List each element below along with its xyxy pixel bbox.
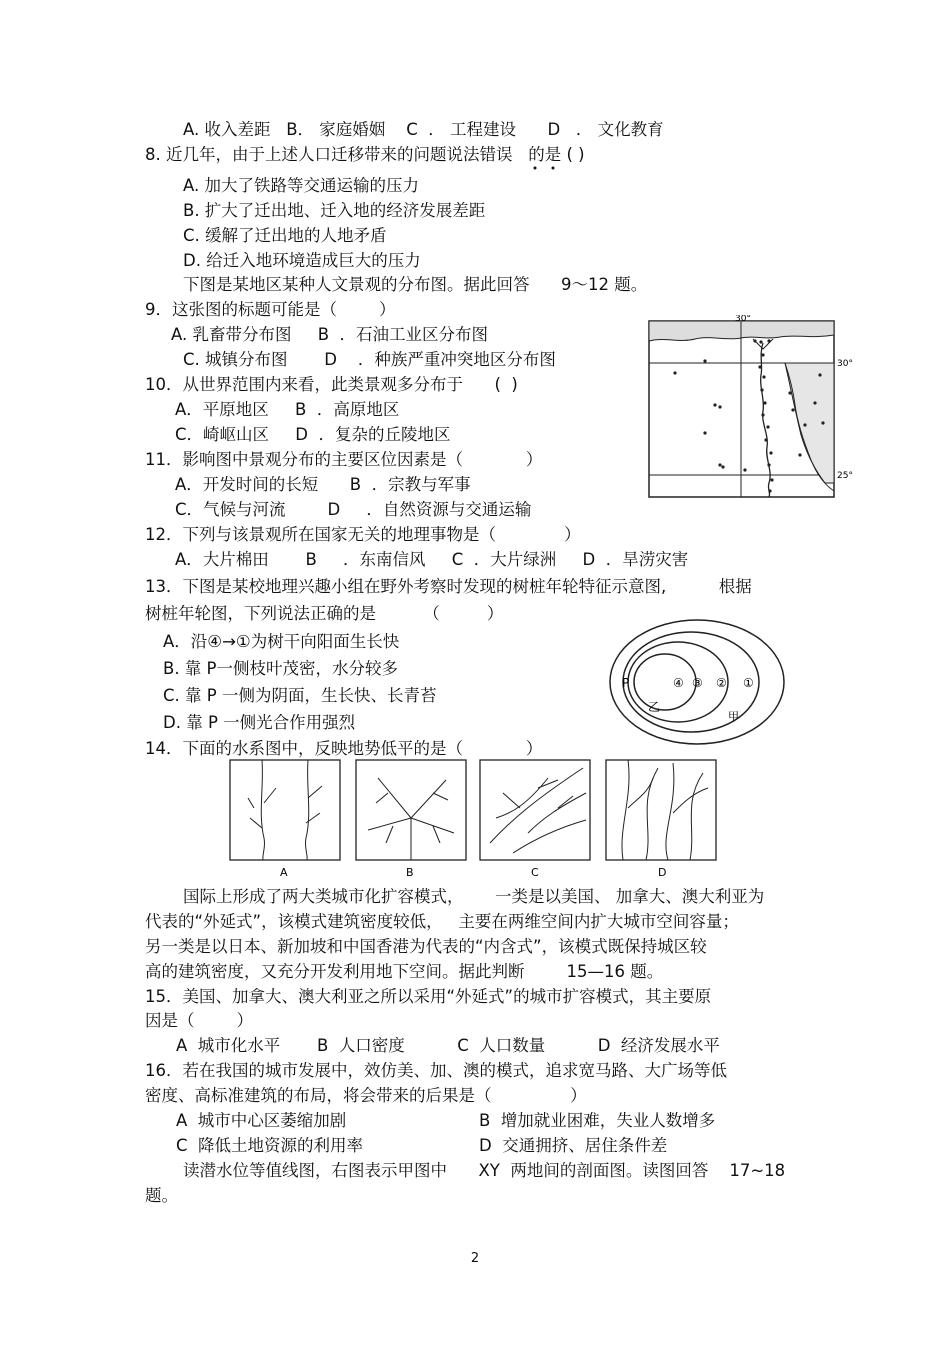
nile-map-figure: [645, 315, 865, 500]
intro-15-16-l2: 代表的“外延式”，该模式建筑密度较低， 主要在两维空间内扩大城市空间容量；: [145, 912, 739, 931]
q12-stem: 12．下列与该景观所在国家无关的地理事物是（ ）: [145, 525, 581, 544]
q7-options: A. 收入差距 B． 家庭婚姻 C ． 工程建设 D ． 文化教育: [183, 120, 664, 139]
p-label: P: [622, 676, 630, 690]
q13-option-c: C. 靠 P 一侧为阴面，生长快、长青苔: [163, 686, 437, 705]
q8-option-a: A. 加大了铁路等交通运输的压力: [183, 176, 419, 195]
river-label-c: C: [531, 866, 539, 879]
q16-option-c: C 降低土地资源的利用率: [176, 1136, 364, 1155]
intro-17-18-l2: 题。: [145, 1186, 178, 1205]
q13-stem-1: 13．下图是某校地理兴趣小组在野外考察时发现的树桩年轮特征示意图, 根据: [145, 577, 752, 596]
q15-stem-1: 15．美国、加拿大、澳大利亚之所以采用“外延式”的城市扩容模式，其主要原: [145, 987, 712, 1006]
q10-stem: 10．从世界范围内来看，此类景观多分布于 ( ): [145, 375, 518, 394]
intro-17-18-l1: 读潜水位等值线图，右图表示甲图中 XY 两地间的剖面图。读图回答 17~18: [183, 1161, 786, 1180]
q9-options-cd: C. 城镇分布图 D ．种族严重冲突地区分布图: [183, 350, 556, 369]
q11-options-cd: C．气候与河流 D ．自然资源与交通运输: [175, 500, 532, 519]
river-panel-a: [230, 760, 340, 860]
q11-options-ab: A．开发时间的长短 B ．宗教与军事: [175, 475, 471, 494]
q13-option-a: A．沿④→①为树干向阳面生长快: [163, 632, 400, 651]
river-panel-b: [356, 760, 466, 860]
intro-15-16-l4: 高的建筑密度，又充分开发利用地下空间。据此判断 15—16 题。: [145, 962, 664, 981]
emphasis-dots: [525, 164, 565, 172]
q16-option-b: B 增加就业困难，失业人数增多: [479, 1111, 716, 1130]
river-label-a: A: [280, 866, 288, 879]
q16-option-d: D 交通拥挤、居住条件差: [479, 1136, 668, 1155]
q10-options-cd: C．崎岖山区 D ．复杂的丘陵地区: [175, 425, 451, 444]
yi-label: 乙: [648, 700, 661, 714]
intro-15-16-l1: 国际上形成了两大类城市化扩容模式， 一类是以美国、 加拿大、澳大利亚为: [183, 887, 765, 906]
q16-stem-1: 16．若在我国的城市发展中，效仿美、加、澳的模式，追求宽马路、大广场等低: [145, 1061, 727, 1080]
lat-label-bottom: 25°: [837, 471, 853, 481]
jia-label: 甲: [728, 710, 739, 723]
ring-label-2: ②: [716, 676, 727, 690]
ring-label-4: ④: [673, 676, 684, 690]
q14-stem: 14．下面的水系图中，反映地势低平的是（ ）: [145, 739, 543, 758]
q11-stem: 11．影响图中景观分布的主要区位因素是（ ）: [145, 450, 543, 469]
lat-label-right: 30°: [837, 359, 853, 369]
tree-ring-figure: [608, 618, 786, 746]
q16-stem-2: 密度、高标准建筑的布局，将会带来的后果是（ ）: [145, 1086, 587, 1105]
q9-options-ab: A. 乳畜带分布图 B ．石油工业区分布图: [171, 325, 489, 344]
river-label-d: D: [658, 866, 667, 879]
q13-option-d: D. 靠 P 一侧光合作用强烈: [163, 713, 356, 732]
q13-option-b: B. 靠 P一侧枝叶茂密，水分较多: [163, 659, 399, 678]
q12-options: A．大片棉田 B ．东南信风 C ．大片绿洲 D ．旱涝灾害: [175, 550, 689, 569]
river-systems-figure: [228, 758, 718, 880]
q16-option-a: A 城市中心区萎缩加剧: [176, 1111, 347, 1130]
ring-label-3: ③: [692, 676, 703, 690]
intro-9-12: 下图是某地区某种人文景观的分布图。据此回答 9～12 题。: [183, 275, 648, 294]
ring-label-1: ①: [743, 676, 754, 690]
q8-option-d: D. 给迁入地环境造成巨大的压力: [183, 251, 421, 270]
q15-options: A 城市化水平 B 人口密度 C 人口数量 D 经济发展水平: [176, 1036, 720, 1055]
q15-stem-2: 因是（ ）: [145, 1011, 253, 1030]
intro-15-16-l3: 另一类是以日本、新加坡和中国香港为代表的“内含式”，该模式既保持城区较: [145, 937, 707, 956]
q10-options-ab: A．平原地区 B ．高原地区: [175, 400, 400, 419]
page-number: 2: [470, 1251, 480, 1266]
river-panel-d: [606, 760, 716, 860]
q8-option-b: B. 扩大了迁出地、迁入地的经济发展差距: [183, 201, 486, 220]
river-label-b: B: [406, 866, 414, 879]
q9-stem: 9．这张图的标题可能是（ ）: [145, 300, 396, 319]
q8-option-c: C. 缓解了迁出地的人地矛盾: [183, 226, 387, 245]
q13-stem-2: 树桩年轮图，下列说法正确的是 （ ）: [145, 604, 504, 623]
lat-label-top: 30°: [735, 315, 751, 324]
q8-stem: 8. 近几年，由于上述人口迁移带来的问题说法错误 的是 ( ): [145, 145, 585, 164]
river-panel-c: [480, 760, 590, 860]
